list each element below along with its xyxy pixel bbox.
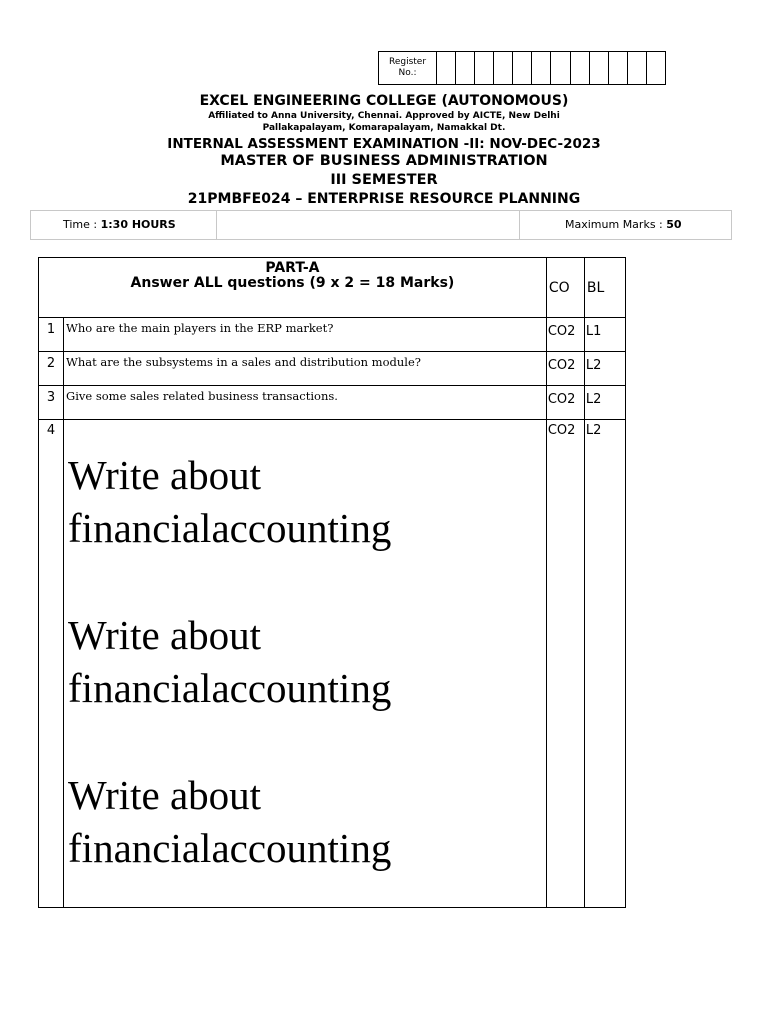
table-header-row (39, 258, 626, 318)
question-text-large (64, 420, 547, 908)
register-digit-cell (456, 52, 475, 84)
exam-title: INTERNAL ASSESSMENT EXAMINATION -II: NOV-DEC-2023 (167, 136, 601, 152)
time-info (31, 211, 217, 239)
marks-value: 50 (666, 218, 682, 231)
question-number: 1 (39, 318, 64, 352)
question-line: Write about (68, 772, 262, 818)
degree-title: MASTER OF BUSINESS ADMINISTRATION (220, 153, 548, 169)
register-digit-cell (590, 52, 609, 84)
bloom-level: L1 (584, 318, 625, 352)
register-digit-cell (513, 52, 532, 84)
questions-table (38, 257, 626, 908)
question-text: Who are the main players in the ERP market? (64, 318, 547, 352)
question-line: financialaccounting (68, 665, 392, 711)
marks-info (520, 211, 731, 239)
bloom-level: L2 (584, 352, 625, 386)
address-line: Pallakapalayam, Komarapalayam, Namakkal Dt. (262, 123, 506, 133)
question-text-block (66, 609, 546, 715)
register-digit-cell (437, 52, 456, 84)
register-digit-cell (475, 52, 494, 84)
time-value: 1:30 HOURS (100, 218, 176, 231)
course-outcome: CO2 (546, 352, 584, 386)
course-title: 21PMBFE024 – ENTERPRISE RESOURCE PLANNING (187, 191, 581, 207)
bloom-level: L2 (584, 386, 625, 420)
register-number-box (378, 51, 666, 85)
question-line: financialaccounting (68, 825, 392, 871)
question-line: Write about (68, 452, 262, 498)
co-header: CO (546, 258, 584, 318)
register-digit-cell (571, 52, 590, 84)
question-number: 2 (39, 352, 64, 386)
table-row (39, 352, 626, 386)
register-digit-cell (647, 52, 665, 84)
part-header (39, 258, 547, 318)
register-digit-cell (628, 52, 647, 84)
affiliation-line: Affiliated to Anna University, Chennai. Approved by AICTE, New Delhi (208, 111, 560, 121)
bloom-level: L2 (584, 420, 625, 908)
exam-info-bar (30, 210, 732, 240)
question-number: 3 (39, 386, 64, 420)
register-digit-cell (494, 52, 513, 84)
info-spacer-cell (217, 211, 520, 239)
question-text-block (66, 769, 546, 875)
question-line: financialaccounting (68, 505, 392, 551)
course-outcome: CO2 (546, 318, 584, 352)
question-line: Write about (68, 612, 262, 658)
register-number-label: Register No.: (379, 52, 437, 84)
time-label: Time : (63, 218, 101, 231)
question-text-block (66, 449, 546, 555)
marks-label: Maximum Marks : (565, 218, 667, 231)
college-name: EXCEL ENGINEERING COLLEGE (AUTONOMOUS) (199, 93, 569, 109)
question-text: Give some sales related business transactions. (64, 386, 547, 420)
part-instruction: Answer ALL questions (9 x 2 = 18 Marks) (130, 275, 455, 291)
table-row (39, 318, 626, 352)
course-outcome: CO2 (546, 386, 584, 420)
register-digit-cell (551, 52, 570, 84)
table-row (39, 386, 626, 420)
register-digit-cell (532, 52, 551, 84)
question-text: What are the subsystems in a sales and distribution module? (64, 352, 547, 386)
question-number: 4 (39, 420, 64, 908)
register-digit-cell (609, 52, 628, 84)
semester-title: III SEMESTER (330, 172, 438, 188)
bl-header: BL (584, 258, 625, 318)
table-row (39, 420, 626, 908)
part-title: PART-A (265, 260, 320, 276)
course-outcome: CO2 (546, 420, 584, 908)
